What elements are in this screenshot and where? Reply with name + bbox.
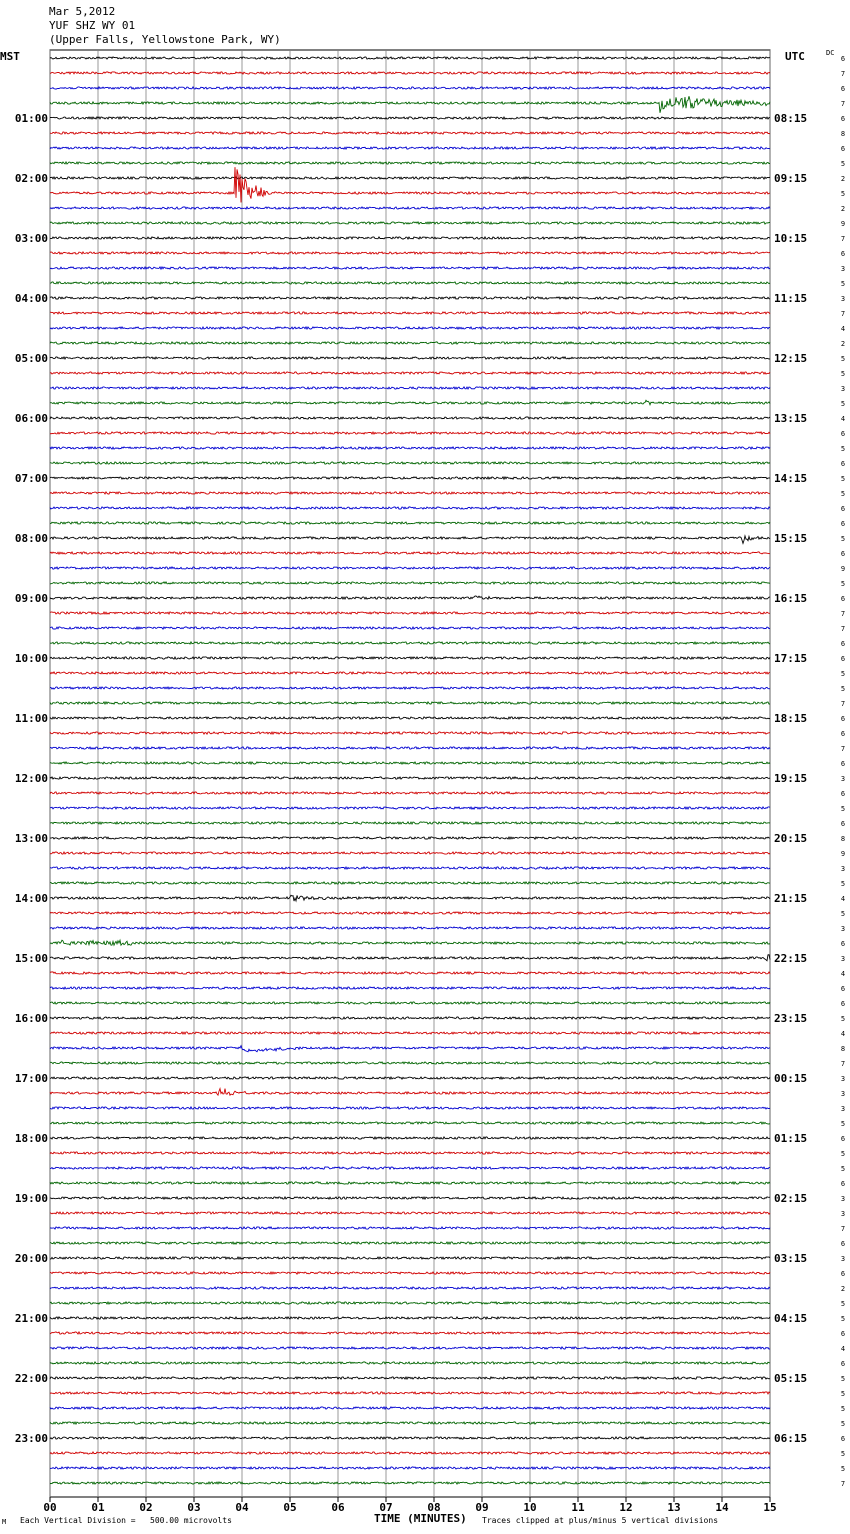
trace-line xyxy=(50,895,770,901)
dc-offset-label: 5 xyxy=(840,355,846,363)
right-hour-label: 00:15 xyxy=(774,1072,808,1085)
dc-offset-label: 5 xyxy=(840,490,846,498)
trace-line xyxy=(50,177,770,179)
dc-offset-label: 5 xyxy=(840,805,846,813)
dc-offset-label: 6 xyxy=(840,505,846,513)
dc-offset-label: 6 xyxy=(840,940,846,948)
right-hour-label: 08:15 xyxy=(774,112,808,125)
right-hour-label: 13:15 xyxy=(774,412,808,425)
x-tick-label: 15 xyxy=(763,1501,777,1514)
dc-offset-label: 7 xyxy=(840,700,846,708)
dc-offset-label: 6 xyxy=(840,115,846,123)
dc-offset-label: 5 xyxy=(840,1375,846,1383)
dc-offset-label: 5 xyxy=(840,1150,846,1158)
scale-note: Each Vertical Division = 500.00 microvolts xyxy=(20,1516,232,1525)
right-hour-label: 22:15 xyxy=(774,952,808,965)
trace-line xyxy=(50,747,770,749)
trace-line xyxy=(50,162,770,164)
dc-offset-label: 4 xyxy=(840,1345,846,1353)
x-tick-label: 02 xyxy=(139,1501,153,1514)
dc-offset-label: 5 xyxy=(840,1120,846,1128)
trace-line xyxy=(50,627,770,629)
x-tick-label: 01 xyxy=(91,1501,105,1514)
trace-line xyxy=(50,807,770,809)
dc-offset-label: 4 xyxy=(840,415,846,423)
trace-line xyxy=(50,1167,770,1169)
trace-line xyxy=(50,417,770,419)
left-hour-label: 16:00 xyxy=(14,1012,48,1025)
dc-offset-label: 5 xyxy=(840,1390,846,1398)
trace-line xyxy=(50,237,770,239)
corner-mark: M xyxy=(2,1518,7,1526)
dc-offset-label: 5 xyxy=(840,670,846,678)
dc-offset-label: 3 xyxy=(840,1105,846,1113)
trace-line xyxy=(50,282,770,284)
trace-line xyxy=(50,147,770,149)
axis-labels xyxy=(15,55,845,1514)
left-hour-label: 09:00 xyxy=(14,592,48,605)
right-hour-label: 15:15 xyxy=(774,532,808,545)
left-hour-label: 11:00 xyxy=(14,712,48,725)
dc-offset-label: 6 xyxy=(840,1360,846,1368)
trace-line xyxy=(50,1317,770,1319)
right-hour-label: 09:15 xyxy=(774,172,808,185)
dc-offset-label: 5 xyxy=(840,1450,846,1458)
dc-offset-label: 6 xyxy=(840,1000,846,1008)
dc-offset-label: 6 xyxy=(840,85,846,93)
x-tick-label: 05 xyxy=(283,1501,297,1514)
trace-line xyxy=(50,642,770,644)
dc-offset-label: 2 xyxy=(840,205,846,213)
dc-offset-label: 5 xyxy=(840,160,846,168)
trace-line xyxy=(50,72,770,74)
trace-line xyxy=(50,312,770,314)
left-hour-label: 20:00 xyxy=(14,1252,48,1265)
trace-line xyxy=(50,1482,770,1484)
dc-offset-label: 8 xyxy=(840,835,846,843)
trace-line xyxy=(50,1227,770,1229)
trace-line xyxy=(50,822,770,824)
left-hour-label: 18:00 xyxy=(14,1132,48,1145)
dc-offset-label: 5 xyxy=(840,370,846,378)
trace-line xyxy=(50,1452,770,1454)
dc-offset-label: 3 xyxy=(840,775,846,783)
trace-line xyxy=(50,867,770,869)
trace-line xyxy=(50,1422,770,1424)
dc-offset-label: 5 xyxy=(840,880,846,888)
right-hour-label: 16:15 xyxy=(774,592,808,605)
trace-line xyxy=(50,507,770,509)
trace-line xyxy=(50,1077,770,1079)
right-hour-label: 06:15 xyxy=(774,1432,808,1445)
trace-line xyxy=(50,167,770,202)
trace-line xyxy=(50,1302,770,1304)
dc-offset-label: 9 xyxy=(840,220,846,228)
trace-line xyxy=(50,267,770,269)
left-hour-label: 05:00 xyxy=(14,352,48,365)
trace-line xyxy=(50,1212,770,1214)
dc-offset-label: 7 xyxy=(840,625,846,633)
trace-line xyxy=(50,702,770,704)
right-hour-label: 12:15 xyxy=(774,352,808,365)
dc-offset-label: 5 xyxy=(840,580,846,588)
dc-offset-label: 7 xyxy=(840,235,846,243)
trace-line xyxy=(50,1197,770,1199)
trace-line xyxy=(50,1392,770,1394)
dc-offset-label: 3 xyxy=(840,865,846,873)
right-hour-label: 14:15 xyxy=(774,472,808,485)
trace-line xyxy=(50,492,770,494)
trace-line xyxy=(50,447,770,449)
dc-offset-label: 8 xyxy=(840,1045,846,1053)
right-hour-label: 05:15 xyxy=(774,1372,808,1385)
date-label: Mar 5,2012 xyxy=(49,5,116,18)
left-hour-label: 07:00 xyxy=(14,472,48,485)
left-hour-label: 06:00 xyxy=(14,412,48,425)
trace-line xyxy=(50,552,770,554)
dc-offset-label: 3 xyxy=(840,385,846,393)
trace-line xyxy=(50,882,770,884)
right-hour-label: 19:15 xyxy=(774,772,808,785)
trace-line xyxy=(50,1407,770,1409)
trace-line xyxy=(50,387,770,389)
trace-line xyxy=(50,596,770,599)
dc-offset-label: 6 xyxy=(840,550,846,558)
dc-offset-label: 5 xyxy=(840,1405,846,1413)
dc-offset-label: 5 xyxy=(840,400,846,408)
right-hour-label: 02:15 xyxy=(774,1192,808,1205)
dc-offset-label: 3 xyxy=(840,955,846,963)
left-hour-label: 14:00 xyxy=(14,892,48,905)
trace-line xyxy=(50,57,770,59)
trace-line xyxy=(50,1089,770,1096)
left-hour-label: 08:00 xyxy=(14,532,48,545)
trace-line xyxy=(50,117,770,119)
trace-line xyxy=(50,1122,770,1124)
trace-line xyxy=(50,972,770,974)
plot-frame xyxy=(50,50,770,1497)
trace-line xyxy=(50,955,770,961)
trace-line xyxy=(50,1032,770,1034)
dc-offset-label: 7 xyxy=(840,1480,846,1488)
clip-note: Traces clipped at plus/minus 5 vertical divisions xyxy=(482,1516,719,1525)
left-hour-label: 17:00 xyxy=(14,1072,48,1085)
dc-offset-label: 6 xyxy=(840,1435,846,1443)
right-hour-label: 11:15 xyxy=(774,292,808,305)
dc-offset-label: 6 xyxy=(840,820,846,828)
dc-offset-label: 6 xyxy=(840,1180,846,1188)
trace-line xyxy=(50,732,770,734)
dc-offset-label: 7 xyxy=(840,1225,846,1233)
trace-line xyxy=(50,1437,770,1439)
trace-line xyxy=(50,327,770,329)
dc-offset-label: 4 xyxy=(840,970,846,978)
trace-line xyxy=(50,1467,770,1469)
trace-line xyxy=(50,1152,770,1154)
trace-line xyxy=(50,477,770,479)
trace-group xyxy=(50,57,770,1484)
x-tick-label: 12 xyxy=(619,1501,633,1514)
trace-line xyxy=(50,567,770,569)
left-hour-label: 03:00 xyxy=(14,232,48,245)
dc-offset-label: 5 xyxy=(840,1465,846,1473)
trace-line xyxy=(50,87,770,89)
dc-offset-label: 5 xyxy=(840,910,846,918)
trace-line xyxy=(50,96,770,113)
dc-offset-label: 7 xyxy=(840,310,846,318)
dc-offset-label: 6 xyxy=(840,790,846,798)
trace-line xyxy=(50,687,770,689)
dc-offset-label: 6 xyxy=(840,985,846,993)
trace-line xyxy=(50,1017,770,1019)
trace-line xyxy=(50,987,770,989)
trace-line xyxy=(50,1182,770,1184)
dc-offset-label: 7 xyxy=(840,610,846,618)
dc-offset-label: 6 xyxy=(840,730,846,738)
right-hour-label: 10:15 xyxy=(774,232,808,245)
dc-offset-label: 6 xyxy=(840,1135,846,1143)
left-hour-label: 19:00 xyxy=(14,1192,48,1205)
x-tick-label: 00 xyxy=(43,1501,57,1514)
dc-offset-label: 6 xyxy=(840,145,846,153)
trace-line xyxy=(50,1287,770,1289)
trace-line xyxy=(50,1107,770,1109)
dc-offset-label: 6 xyxy=(840,1330,846,1338)
trace-line xyxy=(50,297,770,299)
left-hour-label: 02:00 xyxy=(14,172,48,185)
dc-offset-label: 6 xyxy=(840,1270,846,1278)
trace-line xyxy=(50,207,770,209)
x-tick-label: 11 xyxy=(571,1501,585,1514)
dc-offset-label: 6 xyxy=(840,715,846,723)
minute-gridlines xyxy=(50,50,770,1497)
dc-offset-label: 5 xyxy=(840,190,846,198)
trace-line xyxy=(50,612,770,614)
dc-offset-label: 3 xyxy=(840,925,846,933)
dc-offset-label: 7 xyxy=(840,70,846,78)
dc-offset-label: 7 xyxy=(840,100,846,108)
trace-line xyxy=(50,927,770,929)
dc-offset-label: 7 xyxy=(840,745,846,753)
x-tick-label: 07 xyxy=(379,1501,393,1514)
right-hour-label: 03:15 xyxy=(774,1252,808,1265)
dc-offset-label: 7 xyxy=(840,1060,846,1068)
dc-offset-label: 4 xyxy=(840,1030,846,1038)
x-axis-title: TIME (MINUTES) xyxy=(374,1512,467,1525)
trace-line xyxy=(50,1332,770,1334)
left-hour-label: 01:00 xyxy=(14,112,48,125)
dc-offset-label: 6 xyxy=(840,595,846,603)
trace-line xyxy=(50,852,770,854)
trace-line xyxy=(50,717,770,719)
dc-offset-label: 6 xyxy=(840,250,846,258)
dc-offset-label: 5 xyxy=(840,1300,846,1308)
trace-line xyxy=(50,657,770,659)
trace-line xyxy=(50,462,770,464)
right-hour-label: 01:15 xyxy=(774,1132,808,1145)
dc-offset-label: 6 xyxy=(840,760,846,768)
right-timezone-label: UTC xyxy=(785,50,805,63)
x-tick-label: 04 xyxy=(235,1501,249,1514)
dc-offset-label: 5 xyxy=(840,1165,846,1173)
dc-offset-label: 3 xyxy=(840,1210,846,1218)
dc-offset-label: 4 xyxy=(840,325,846,333)
left-hour-label: 22:00 xyxy=(14,1372,48,1385)
left-hour-label: 21:00 xyxy=(14,1312,48,1325)
dc-offset-label: 6 xyxy=(840,430,846,438)
trace-line xyxy=(50,432,770,434)
trace-line xyxy=(50,132,770,134)
trace-line xyxy=(50,357,770,359)
trace-line xyxy=(50,400,770,405)
dc-offset-label: 5 xyxy=(840,475,846,483)
x-tick-label: 13 xyxy=(667,1501,681,1514)
trace-line xyxy=(50,1362,770,1364)
trace-line xyxy=(50,1062,770,1064)
dc-offset-label: 6 xyxy=(840,1240,846,1248)
location-label: (Upper Falls, Yellowstone Park, WY) xyxy=(49,33,281,46)
dc-offset-label: 5 xyxy=(840,535,846,543)
dc-offset-label: 3 xyxy=(840,1090,846,1098)
dc-label: DC xyxy=(826,49,835,57)
trace-line xyxy=(50,762,770,764)
trace-line xyxy=(50,222,770,224)
trace-line xyxy=(50,1377,770,1379)
dc-offset-label: 9 xyxy=(840,565,846,573)
trace-line xyxy=(50,1242,770,1244)
dc-offset-label: 2 xyxy=(840,1285,846,1293)
dc-offset-label: 2 xyxy=(840,340,846,348)
x-tick-label: 08 xyxy=(427,1501,441,1514)
x-tick-label: 14 xyxy=(715,1501,729,1514)
trace-line xyxy=(50,372,770,374)
right-hour-label: 23:15 xyxy=(774,1012,808,1025)
dc-offset-label: 2 xyxy=(840,175,846,183)
trace-line xyxy=(50,792,770,794)
trace-line xyxy=(50,777,770,779)
dc-offset-label: 5 xyxy=(840,445,846,453)
dc-offset-label: 3 xyxy=(840,1075,846,1083)
trace-line xyxy=(50,1347,770,1349)
dc-offset-label: 5 xyxy=(840,1315,846,1323)
right-hour-label: 20:15 xyxy=(774,832,808,845)
dc-offset-label: 5 xyxy=(840,280,846,288)
dc-offset-label: 5 xyxy=(840,1015,846,1023)
dc-offset-label: 3 xyxy=(840,295,846,303)
trace-line xyxy=(50,252,770,254)
x-tick-label: 06 xyxy=(331,1501,345,1514)
right-hour-label: 21:15 xyxy=(774,892,808,905)
dc-offset-label: 5 xyxy=(840,685,846,693)
dc-offset-label: 6 xyxy=(840,55,846,63)
station-label: YUF SHZ WY 01 xyxy=(49,19,136,32)
x-tick-label: 09 xyxy=(475,1501,489,1514)
left-timezone-label: MST xyxy=(0,50,20,63)
right-hour-label: 18:15 xyxy=(774,712,808,725)
x-tick-label: 10 xyxy=(523,1501,537,1514)
dc-offset-label: 3 xyxy=(840,1255,846,1263)
left-hour-label: 12:00 xyxy=(14,772,48,785)
trace-line xyxy=(50,342,770,344)
dc-offset-label: 6 xyxy=(840,520,846,528)
trace-line xyxy=(50,672,770,674)
trace-line xyxy=(50,912,770,914)
dc-offset-label: 6 xyxy=(840,640,846,648)
dc-offset-label: 5 xyxy=(840,1420,846,1428)
dc-offset-label: 6 xyxy=(840,460,846,468)
trace-line xyxy=(50,1137,770,1139)
dc-offset-label: 3 xyxy=(840,265,846,273)
trace-line xyxy=(50,837,770,839)
left-hour-label: 10:00 xyxy=(14,652,48,665)
left-hour-label: 23:00 xyxy=(14,1432,48,1445)
left-hour-label: 15:00 xyxy=(14,952,48,965)
x-tick-label: 03 xyxy=(187,1501,201,1514)
trace-line xyxy=(50,582,770,584)
left-hour-label: 04:00 xyxy=(14,292,48,305)
dc-offset-label: 3 xyxy=(840,1195,846,1203)
left-hour-label: 13:00 xyxy=(14,832,48,845)
trace-line xyxy=(50,1272,770,1274)
trace-line xyxy=(50,1257,770,1259)
trace-line xyxy=(50,1046,770,1052)
dc-offset-label: 8 xyxy=(840,130,846,138)
trace-line xyxy=(50,522,770,524)
trace-line xyxy=(50,536,770,544)
trace-line xyxy=(50,940,770,945)
right-hour-label: 04:15 xyxy=(774,1312,808,1325)
dc-offset-label: 6 xyxy=(840,655,846,663)
dc-offset-label: 9 xyxy=(840,850,846,858)
dc-offset-label: 4 xyxy=(840,895,846,903)
right-hour-label: 17:15 xyxy=(774,652,808,665)
trace-line xyxy=(50,1002,770,1004)
